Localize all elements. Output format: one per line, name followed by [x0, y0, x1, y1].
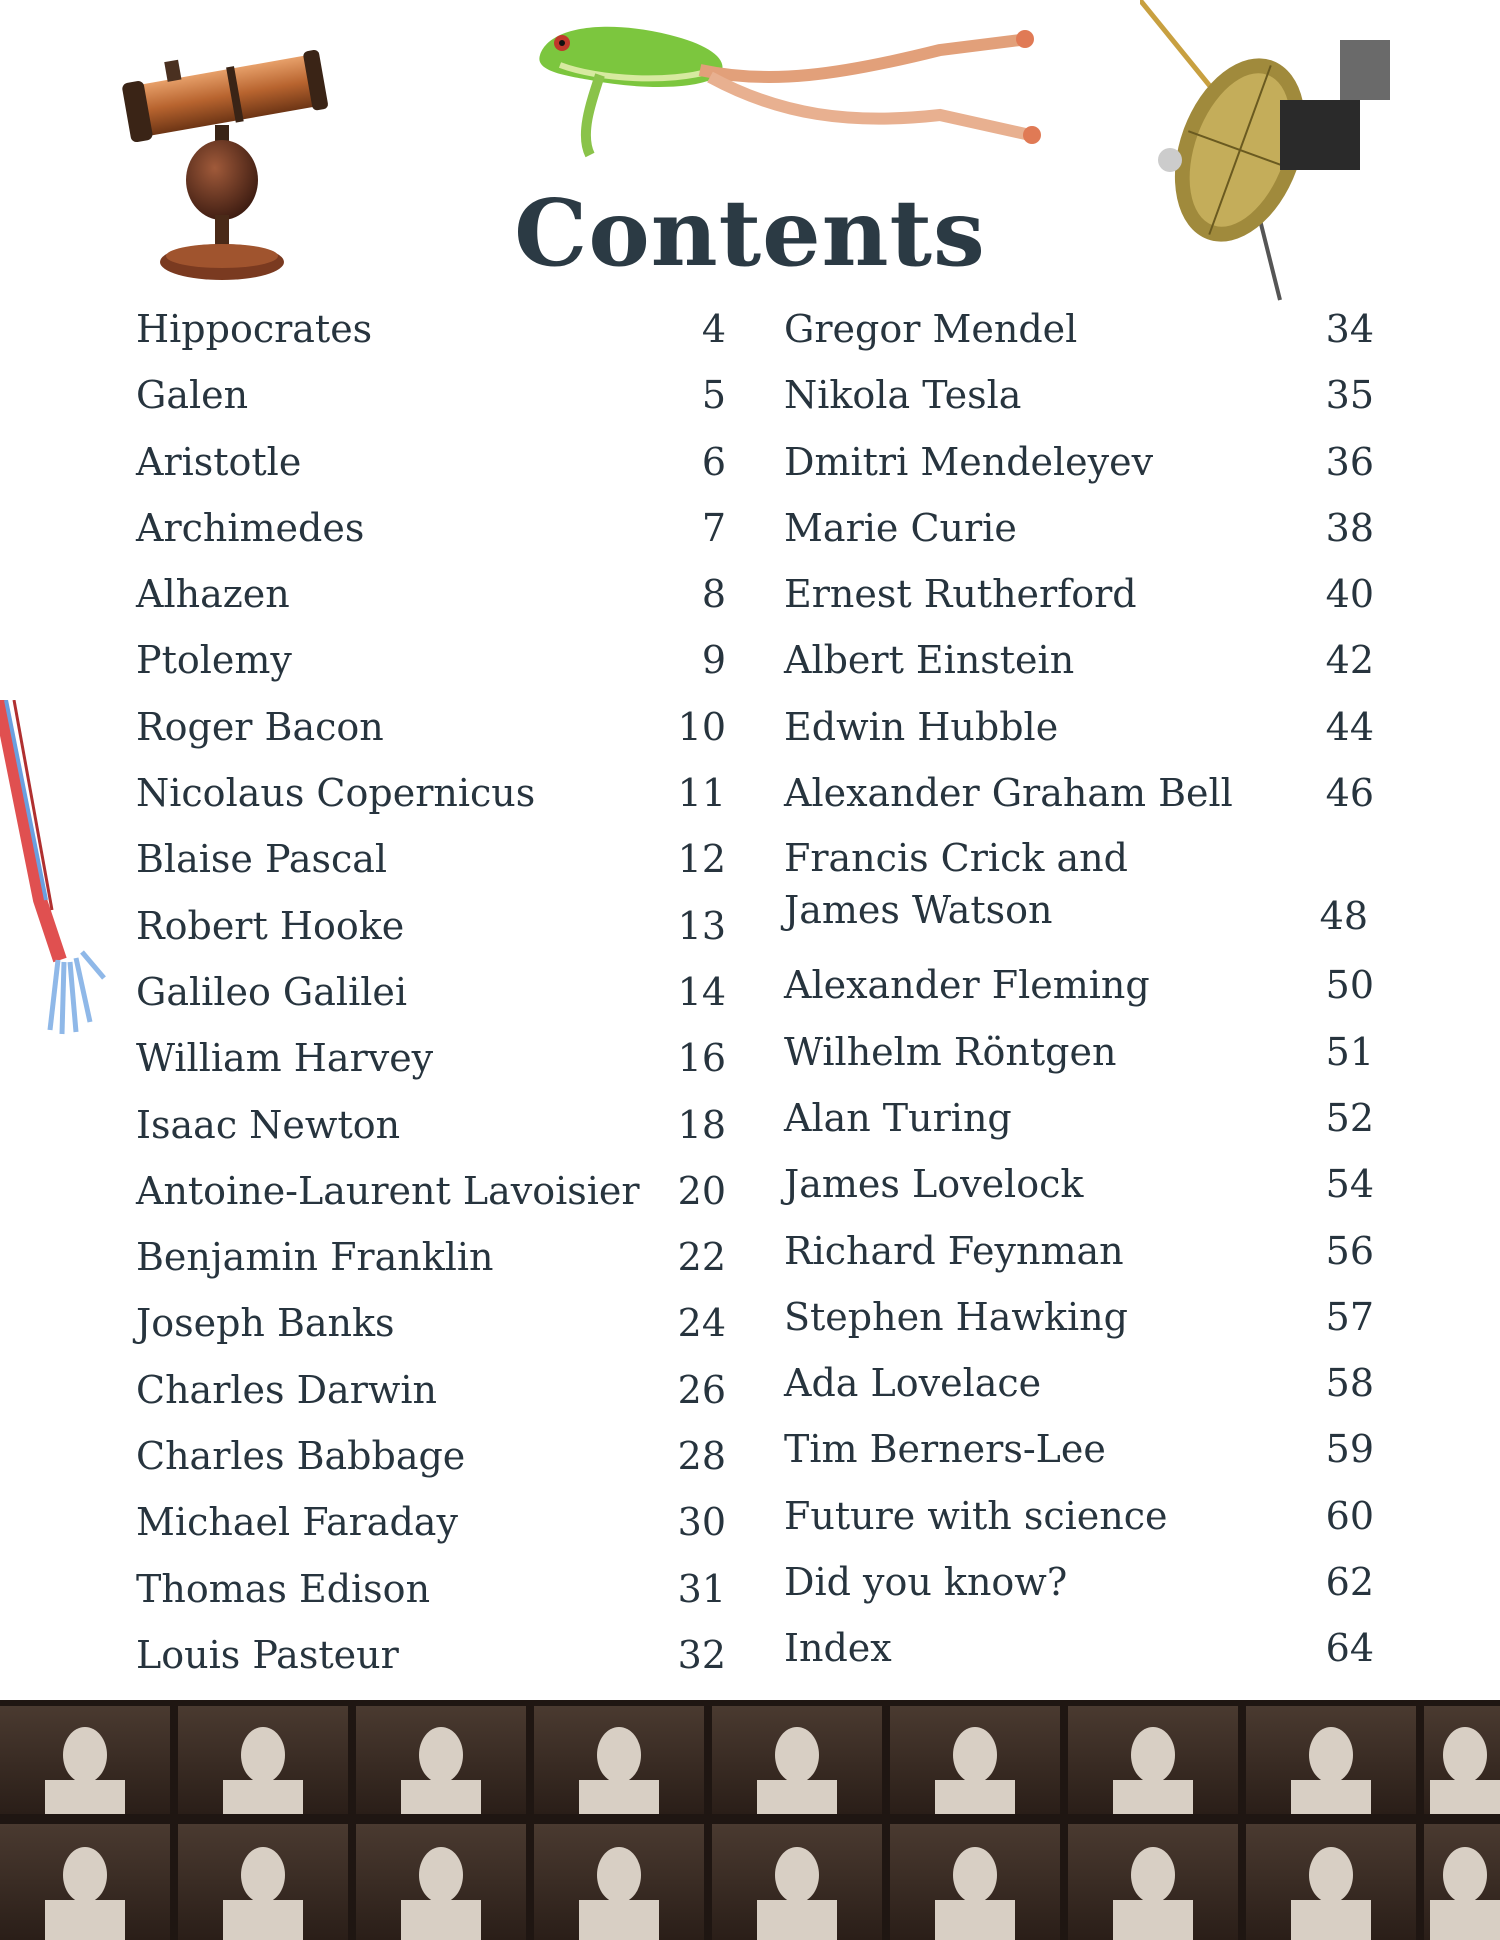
toc-entry-title: Alan Turing — [784, 1095, 1012, 1140]
toc-entry-title: Index — [784, 1626, 892, 1671]
toc-entry-title: William Harvey — [136, 1036, 434, 1081]
toc-entry-title: Tim Berners-Lee — [784, 1427, 1106, 1472]
toc-entry-title: Wilhelm Röntgen — [784, 1029, 1117, 1074]
toc-entry-page: 64 — [1325, 1626, 1374, 1671]
toc-entry[interactable] — [784, 1151, 1374, 1217]
toc-entry[interactable] — [136, 1357, 726, 1423]
toc-entry-page: 26 — [677, 1367, 726, 1412]
toc-entry-title: Alexander Fleming — [784, 963, 1150, 1008]
toc-entry[interactable] — [784, 826, 1374, 952]
toc-entry-title: Hippocrates — [136, 307, 373, 351]
toc-entry-title: Richard Feynman — [784, 1228, 1124, 1273]
toc-entry[interactable] — [136, 1489, 726, 1555]
toc-entry-page: 24 — [677, 1301, 726, 1346]
toc-entry-title: Blaise Pascal — [136, 837, 388, 882]
toc-entry[interactable] — [136, 1092, 726, 1158]
toc-entry-title: Did you know? — [784, 1560, 1068, 1605]
toc-entry-page: 11 — [677, 771, 726, 816]
toc-entry-page: 44 — [1325, 704, 1374, 749]
toc-entry[interactable] — [136, 296, 726, 362]
toc-entry[interactable] — [136, 1290, 726, 1356]
filmstrip-frames — [0, 1700, 1500, 1940]
toc-entry-page: 57 — [1325, 1294, 1374, 1339]
toc-entry-title: Aristotle — [136, 439, 302, 484]
toc-entry[interactable] — [136, 1158, 726, 1224]
toc-entry[interactable] — [784, 694, 1374, 760]
toc-entry[interactable] — [784, 296, 1374, 362]
toc-entry-page: 7 — [701, 505, 726, 550]
toc-entry[interactable] — [784, 1549, 1374, 1615]
toc-entry-title: Louis Pasteur — [136, 1632, 399, 1677]
toc-entry-page: 46 — [1325, 771, 1374, 816]
toc-entry[interactable] — [784, 495, 1374, 561]
filmstrip-photo — [0, 1700, 1500, 1940]
toc-entry-page: 38 — [1325, 505, 1374, 550]
toc-entry[interactable] — [784, 952, 1374, 1018]
toc-entry-page: 31 — [677, 1566, 726, 1611]
toc-entry-page: 42 — [1325, 638, 1374, 683]
arm-anatomy-icon — [0, 700, 110, 1040]
toc-entry[interactable] — [784, 561, 1374, 627]
toc-entry[interactable] — [136, 362, 726, 428]
toc-entry-title: Dmitri Mendeleyev — [784, 439, 1154, 484]
toc-entry[interactable] — [784, 429, 1374, 495]
toc-entry-page: 9 — [701, 638, 726, 683]
toc-entry-page: 28 — [677, 1434, 726, 1479]
toc-entry-page: 59 — [1325, 1427, 1374, 1472]
toc-entry[interactable] — [784, 760, 1374, 826]
toc-entry-page: 60 — [1325, 1493, 1374, 1538]
toc-entry-page: 8 — [701, 572, 726, 617]
toc-right-column — [784, 296, 1374, 1682]
toc-entry-title: Ada Lovelace — [784, 1361, 1042, 1406]
toc-entry-page: 12 — [677, 837, 726, 882]
toc-entry[interactable] — [784, 1416, 1374, 1482]
toc-entry[interactable] — [784, 1218, 1374, 1284]
toc-entry[interactable] — [784, 627, 1374, 693]
toc-entry-title: Joseph Banks — [136, 1301, 395, 1346]
toc-entry-title: Robert Hooke — [136, 903, 405, 948]
toc-entry-title: Roger Bacon — [136, 704, 384, 749]
toc-entry-page: 58 — [1325, 1361, 1374, 1406]
toc-entry-page: 34 — [1325, 307, 1374, 351]
toc-entry-title: Antoine-Laurent Lavoisier — [136, 1168, 640, 1213]
toc-entry-page: 6 — [701, 439, 726, 484]
toc-entry-page: 18 — [677, 1102, 726, 1147]
toc-entry-page: 30 — [677, 1500, 726, 1545]
toc-entry-title: Alexander Graham Bell — [784, 771, 1233, 816]
toc-entry[interactable] — [136, 429, 726, 495]
toc-entry-title: Gregor Mendel — [784, 307, 1078, 351]
toc-entry-title: James Lovelock — [784, 1162, 1084, 1207]
toc-entry-page: 35 — [1325, 373, 1374, 418]
toc-entry[interactable] — [136, 1622, 726, 1688]
toc-entry[interactable] — [784, 1350, 1374, 1416]
toc-entry-page: 4 — [701, 307, 726, 351]
toc-entry-title: Thomas Edison — [136, 1566, 431, 1611]
toc-entry-page: 48 — [1319, 894, 1368, 939]
toc-entry-title: Francis Crick and James Watson — [784, 836, 1128, 933]
toc-entry-page: 32 — [677, 1632, 726, 1677]
toc-entry-title: Michael Faraday — [136, 1500, 458, 1545]
toc-entry-title: Ernest Rutherford — [784, 572, 1137, 617]
toc-entry-page: 5 — [701, 373, 726, 418]
toc-entry[interactable] — [784, 1019, 1374, 1085]
page-title: Contents — [514, 179, 986, 287]
toc-entry[interactable] — [136, 1224, 726, 1290]
toc-entry-title: Ptolemy — [136, 638, 292, 683]
toc-entry[interactable] — [136, 893, 726, 959]
toc-entry-title: Charles Babbage — [136, 1434, 466, 1479]
toc-entry[interactable] — [784, 1615, 1374, 1681]
toc-entry-page: 51 — [1325, 1029, 1374, 1074]
toc-entry-title: Nicolaus Copernicus — [136, 771, 536, 816]
toc-entry-page: 22 — [677, 1235, 726, 1280]
toc-entry[interactable] — [784, 1085, 1374, 1151]
toc-entry-page: 14 — [677, 969, 726, 1014]
toc-entry-page: 56 — [1325, 1228, 1374, 1273]
toc-entry-page: 13 — [677, 903, 726, 948]
toc-entry-title: Archimedes — [136, 505, 365, 550]
toc-entry[interactable] — [784, 1284, 1374, 1350]
toc-entry-title: Marie Curie — [784, 505, 1017, 550]
toc-left-column — [136, 296, 726, 1688]
toc-entry[interactable] — [136, 694, 726, 760]
toc-entry[interactable] — [784, 1483, 1374, 1549]
toc-entry[interactable] — [136, 1025, 726, 1091]
toc-entry-title: Future with science — [784, 1493, 1168, 1538]
toc-entry-title: Galileo Galilei — [136, 969, 408, 1014]
toc-entry[interactable] — [136, 495, 726, 561]
toc-entry-title: Albert Einstein — [784, 638, 1075, 683]
toc-entry-page: 40 — [1325, 572, 1374, 617]
toc-entry-title: Stephen Hawking — [784, 1294, 1128, 1339]
toc-entry-title: Isaac Newton — [136, 1102, 401, 1147]
toc-entry-title: Alhazen — [136, 572, 290, 617]
toc-entry-page: 50 — [1325, 963, 1374, 1008]
toc-entry[interactable] — [136, 627, 726, 693]
toc-entry-title: Nikola Tesla — [784, 373, 1022, 418]
toc-entry[interactable] — [136, 826, 726, 892]
toc-entry[interactable] — [136, 959, 726, 1025]
toc-entry-page: 20 — [677, 1168, 726, 1213]
frog-icon — [520, 5, 1070, 175]
toc-entry[interactable] — [136, 760, 726, 826]
toc-entry-page: 62 — [1325, 1560, 1374, 1605]
toc-entry[interactable] — [136, 561, 726, 627]
toc-entry-title: Charles Darwin — [136, 1367, 438, 1412]
toc-entry-page: 16 — [677, 1036, 726, 1081]
toc-entry-page: 54 — [1325, 1162, 1374, 1207]
toc-entry[interactable] — [136, 1423, 726, 1489]
toc-entry[interactable] — [784, 362, 1374, 428]
toc-entry-title: Edwin Hubble — [784, 704, 1059, 749]
toc-entry-title: Galen — [136, 373, 249, 418]
toc-entry-page: 36 — [1325, 439, 1374, 484]
toc-entry-title: Benjamin Franklin — [136, 1235, 494, 1280]
toc-entry-page: 52 — [1325, 1095, 1374, 1140]
toc-entry[interactable] — [136, 1556, 726, 1622]
toc-entry-page: 10 — [677, 704, 726, 749]
